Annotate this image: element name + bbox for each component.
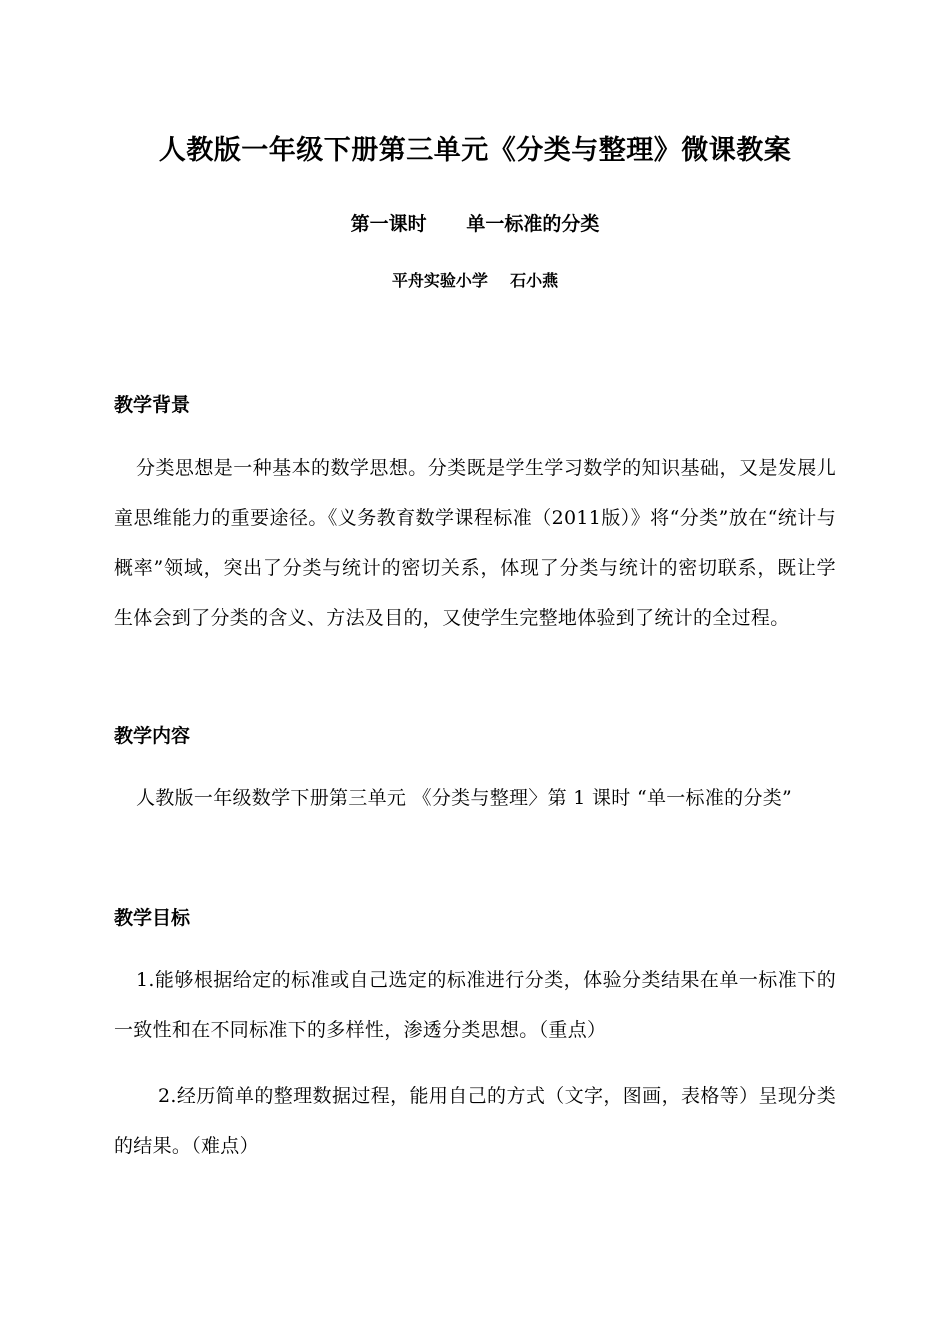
goal-item-1: 1.能够根据给定的标准或自己选定的标准进行分类，体验分类结果在单一标准下的一致性和在不同标准下的多样性，渗透分类思想。（重点） xyxy=(114,969,836,1041)
section-heading-content: 教学内容 xyxy=(114,725,191,747)
document-author: 平舟实验小学 石小燕 xyxy=(391,271,559,290)
content-paragraph: 人教版一年级数学下册第三单元 《分类与整理〉第 1 课时 “单一标准的分类” xyxy=(136,787,793,809)
background-paragraph: 分类思想是一种基本的数学思想。分类既是学生学习数学的知识基础，又是发展儿童思维能力的重要途径。《义务教育数学课程标准（2011版）》将“分类”放在“统计与概率”领域，突出了分类与统计的密切关系，体现了分类与统计的密切联系，既让学生体会到了分类的含义、方法及目的，又使学生完整地体验到了统计的全过程。 xyxy=(114,457,836,629)
document-subtitle: 第一课时 单一标准的分类 xyxy=(350,213,600,235)
goal-item-2: 2.经历简单的整理数据过程，能用自己的方式（文字，图画，表格等）呈现分类的结果。（难点） xyxy=(114,1085,836,1157)
document-title: 人教版一年级下册第三单元《分类与整理》微课教案 xyxy=(158,135,792,166)
section-heading-goals: 教学目标 xyxy=(114,907,191,929)
section-heading-background: 教学背景 xyxy=(114,394,191,416)
